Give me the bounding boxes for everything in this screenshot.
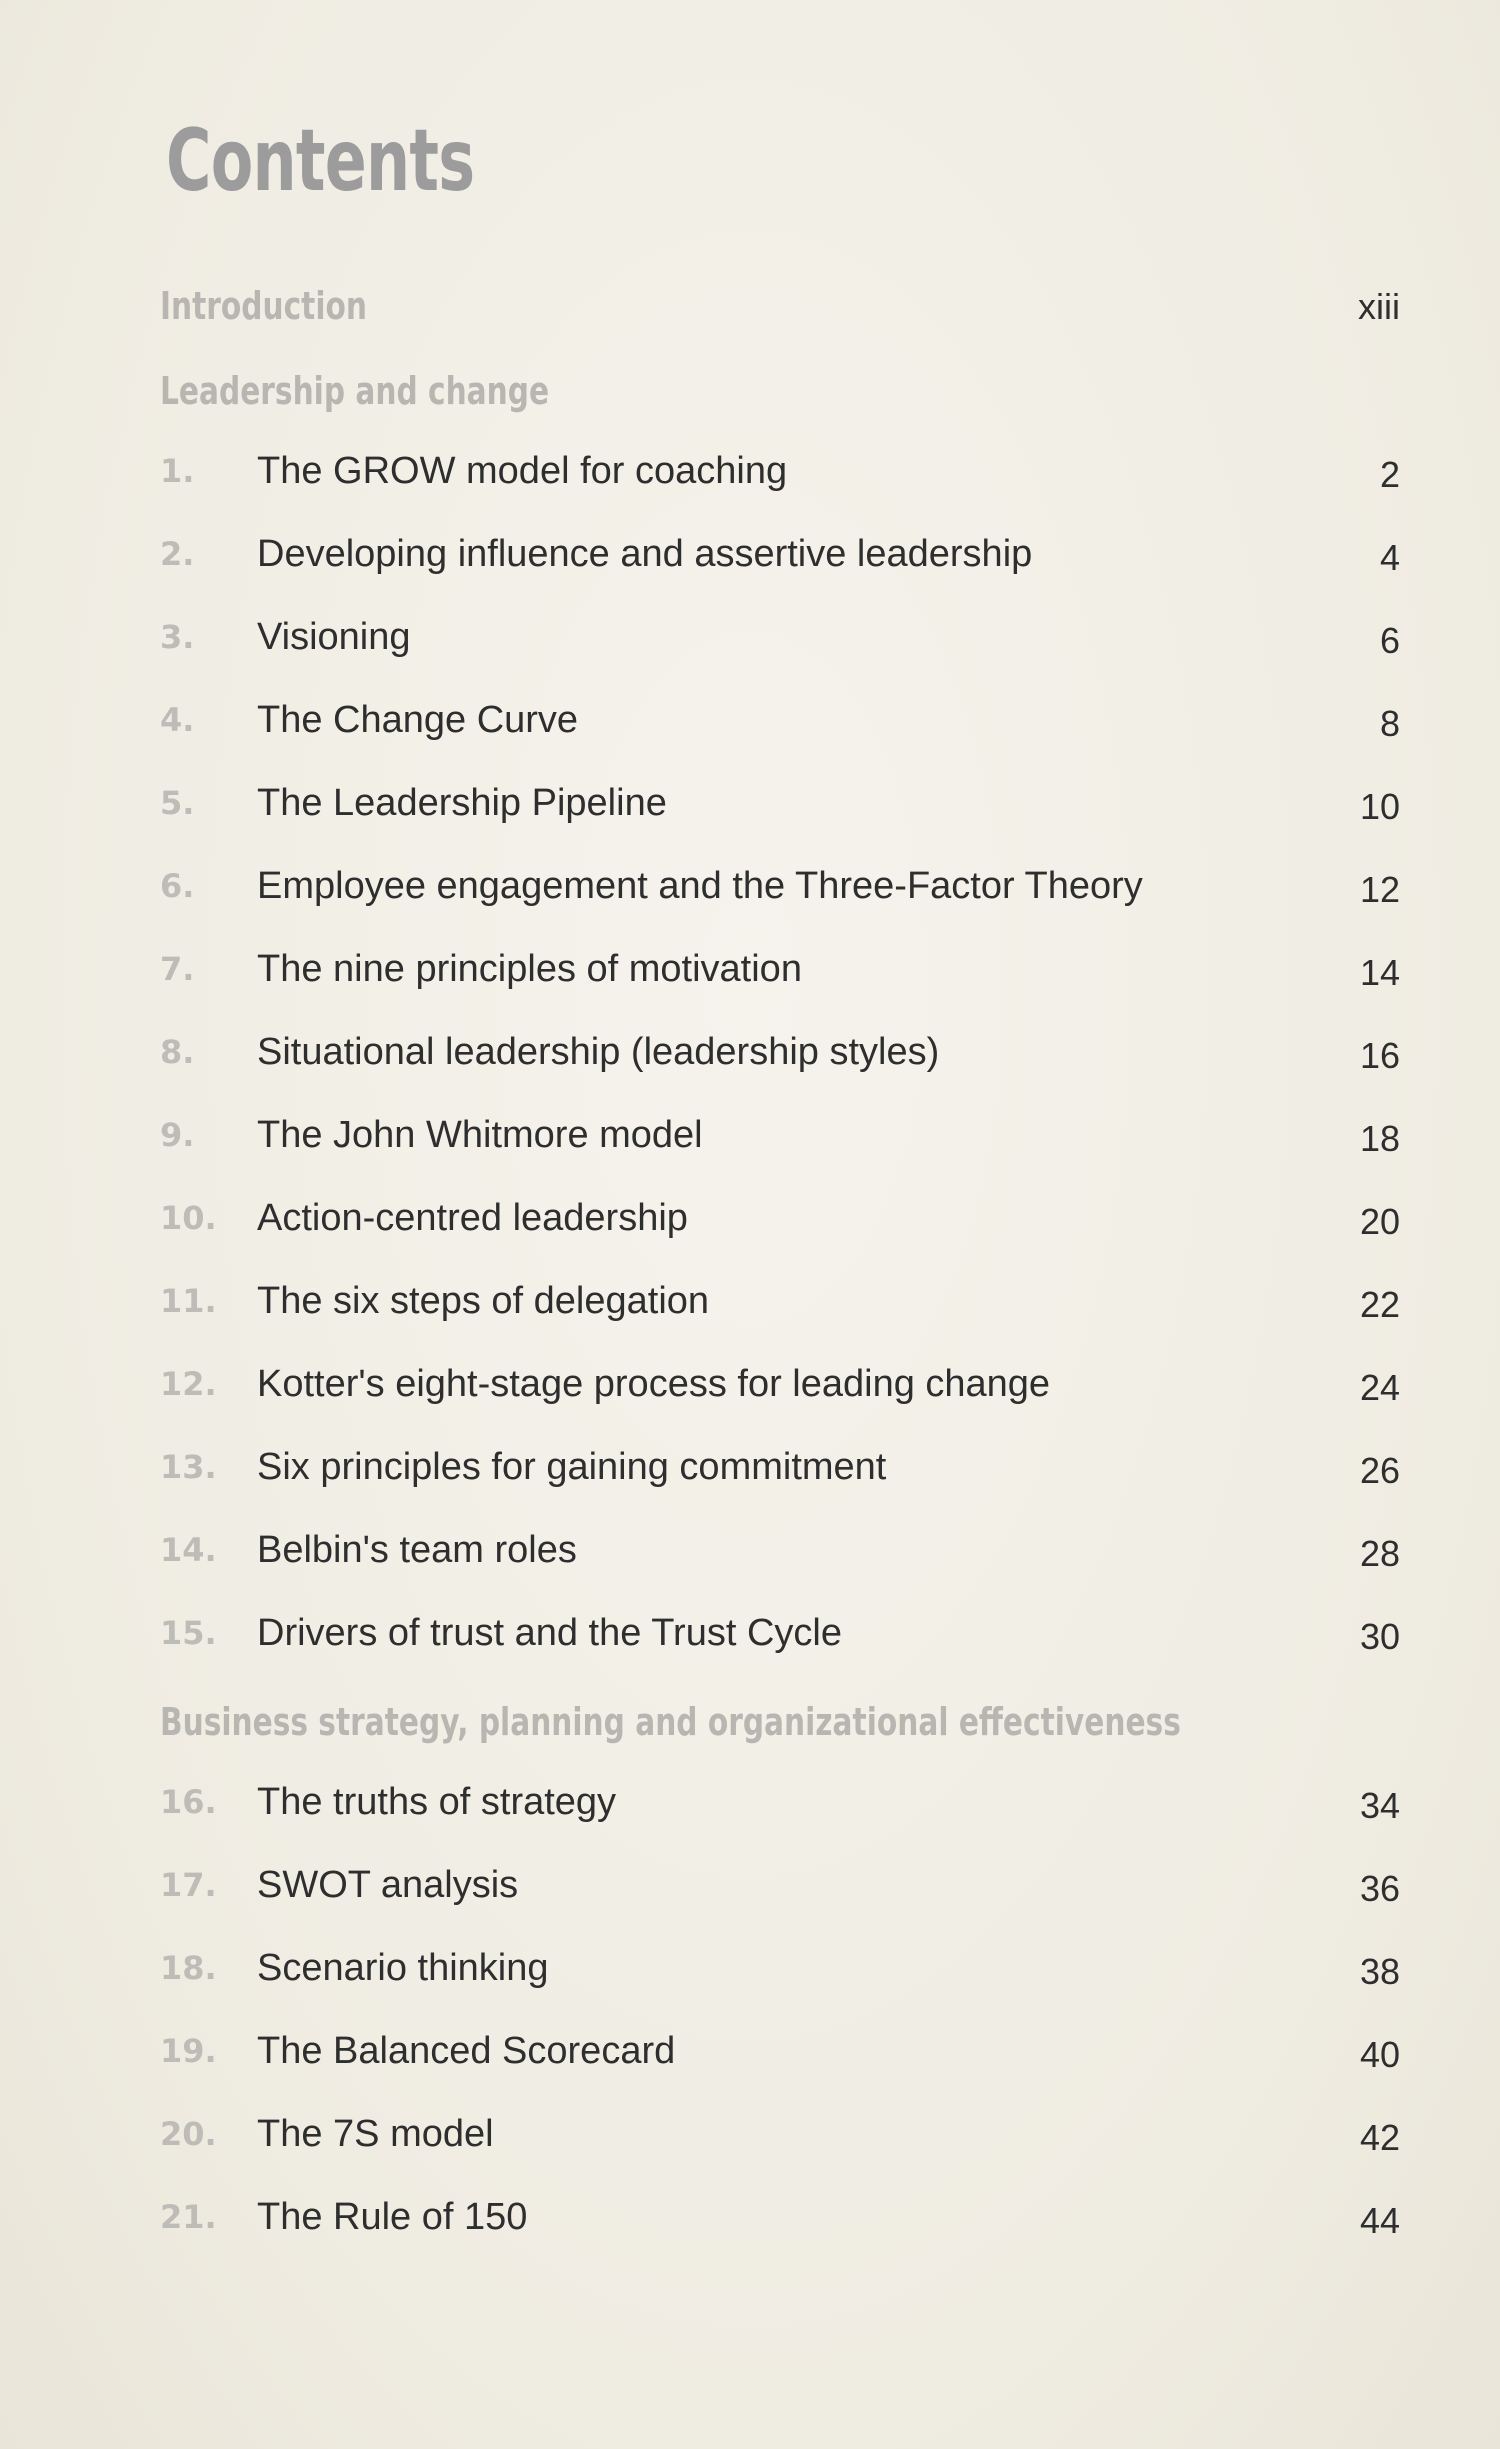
intro-label: Introduction [160,284,367,328]
entry-title: Developing influence and assertive leadership [257,533,1033,575]
entry-title: Action-centred leadership [257,1197,688,1239]
entry-title: The John Whitmore model [257,1114,703,1156]
toc-entry-10[interactable] [0,1187,1500,1247]
entry-title: The GROW model for coaching [257,450,788,492]
entry-number: 2. [160,535,195,573]
entry-page: 24 [1359,1367,1400,1408]
entry-number: 1. [160,452,195,490]
toc-entry-1[interactable] [0,440,1500,500]
toc-entry-18[interactable] [0,1937,1500,1997]
entry-number: 19. [160,2032,217,2070]
entry-number: 5. [160,784,195,822]
toc-entry-8[interactable] [0,1021,1500,1081]
toc-entry-7[interactable] [0,938,1500,998]
entry-page: 16 [1359,1035,1400,1076]
toc-entry-9[interactable] [0,1104,1500,1164]
entry-title: Drivers of trust and the Trust Cycle [257,1612,842,1654]
entry-number: 7. [160,950,195,988]
entry-page: 20 [1359,1201,1400,1242]
entry-title: The truths of strategy [257,1781,617,1823]
entry-page: 38 [1359,1951,1400,1992]
entry-page: 42 [1359,2117,1400,2158]
toc-entry-15[interactable] [0,1602,1500,1662]
toc-entry-4[interactable] [0,689,1500,749]
entry-title: Employee engagement and the Three-Factor Theory [257,865,1143,907]
section-heading-business [0,1688,1500,1748]
entry-number: 15. [160,1614,217,1652]
entry-page: 10 [1359,786,1400,827]
intro-row[interactable] [0,272,1500,332]
entry-page: 4 [1379,537,1400,578]
entry-title: Situational leadership (leadership styles) [257,1031,940,1073]
entry-title: The Balanced Scorecard [257,2030,676,2072]
entry-page: 34 [1359,1785,1400,1826]
toc-entry-11[interactable] [0,1270,1500,1330]
toc-entry-17[interactable] [0,1854,1500,1914]
entry-number: 21. [160,2198,217,2236]
entry-page: 8 [1379,703,1400,744]
toc-entry-14[interactable] [0,1519,1500,1579]
page-title: Contents [166,111,475,211]
toc-entry-21[interactable] [0,2186,1500,2246]
intro-page: xiii [1358,286,1400,327]
entry-number: 11. [160,1282,217,1320]
entry-page: 18 [1359,1118,1400,1159]
toc-entry-6[interactable] [0,855,1500,915]
entry-page: 6 [1379,620,1400,661]
entry-page: 22 [1359,1284,1400,1325]
entry-number: 16. [160,1783,217,1821]
entry-title: Belbin's team roles [257,1529,577,1571]
entry-number: 12. [160,1365,217,1403]
entry-number: 20. [160,2115,217,2153]
toc-entry-2[interactable] [0,523,1500,583]
entry-number: 10. [160,1199,217,1237]
toc-entry-20[interactable] [0,2103,1500,2163]
entry-number: 9. [160,1116,195,1154]
entry-title: Six principles for gaining commitment [257,1446,887,1488]
entry-number: 18. [160,1949,217,1987]
entry-title: Kotter's eight-stage process for leading change [257,1363,1051,1405]
entry-number: 13. [160,1448,217,1486]
entry-page: 14 [1359,952,1400,993]
toc-entry-3[interactable] [0,606,1500,666]
entry-title: The six steps of delegation [257,1280,710,1322]
entry-page: 36 [1359,1868,1400,1909]
entry-title: The Change Curve [257,699,579,741]
section-heading: Business strategy, planning and organizational effectiveness [160,1700,1181,1744]
entry-page: 28 [1359,1533,1400,1574]
entry-number: 3. [160,618,195,656]
toc-entry-13[interactable] [0,1436,1500,1496]
toc-entry-12[interactable] [0,1353,1500,1413]
entry-number: 4. [160,701,195,739]
entry-page: 40 [1359,2034,1400,2075]
entry-title: Scenario thinking [257,1947,549,1989]
entry-title: The nine principles of motivation [257,948,802,990]
toc-entry-5[interactable] [0,772,1500,832]
entry-page: 26 [1359,1450,1400,1491]
entry-title: The Rule of 150 [257,2196,528,2238]
entry-number: 8. [160,1033,195,1071]
entry-page: 2 [1379,454,1400,495]
entry-page: 44 [1359,2200,1400,2241]
toc-entry-19[interactable] [0,2020,1500,2080]
entry-number: 17. [160,1866,217,1904]
entry-number: 14. [160,1531,217,1569]
section-heading-leadership [0,357,1500,417]
entry-number: 6. [160,867,195,905]
entry-page: 30 [1359,1616,1400,1657]
entry-page: 12 [1359,869,1400,910]
entry-title: Visioning [257,616,411,658]
section-heading: Leadership and change [160,369,550,413]
entry-title: The 7S model [257,2113,494,2155]
entry-title: The Leadership Pipeline [257,782,667,824]
toc-entry-16[interactable] [0,1771,1500,1831]
entry-title: SWOT analysis [257,1864,519,1906]
